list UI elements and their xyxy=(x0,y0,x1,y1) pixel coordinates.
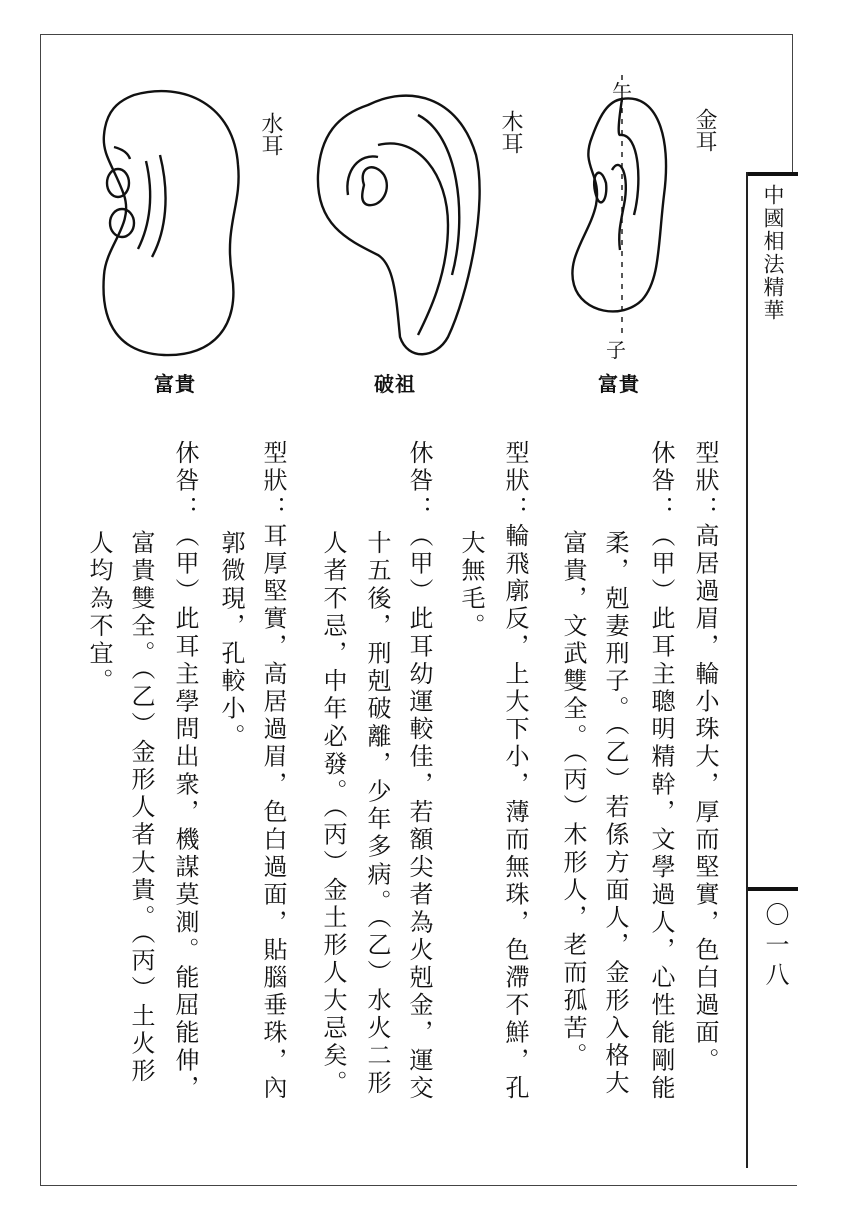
side-header xyxy=(746,172,798,1168)
text-column: 柔，剋妻刑子。（乙）若係方面人，金形入格大 xyxy=(601,530,629,1098)
text-column: 富貴雙全。（乙）金形人者大貴。（丙）土火形 xyxy=(127,530,155,1086)
page-border-right xyxy=(792,34,793,174)
text-column: 休咎：（甲）此耳主學問出衆，機謀莫測。能屈能伸， xyxy=(171,440,199,1103)
header-rule-middle xyxy=(748,887,798,891)
text-column: 型狀：耳厚堅實，高居過眉，色白過面，貼腦垂珠，內 xyxy=(259,440,287,1103)
water-ear-drawing xyxy=(94,75,254,365)
page-border-bottom xyxy=(40,1185,797,1186)
page-border-left xyxy=(40,34,41,1186)
figure-verdict: 富貴 xyxy=(598,372,640,396)
text-column: 休咎：（甲）此耳主聰明精幹，文學過人，心性能剛能 xyxy=(647,440,675,1103)
axis-label-top: 午 xyxy=(612,80,632,104)
figure-name: 金耳 xyxy=(692,108,717,152)
text-column: 富貴，文武雙全。（丙）木形人，老而孤苦。 xyxy=(559,530,587,1070)
figure-name: 木耳 xyxy=(498,110,523,154)
text-column: 大無毛。 xyxy=(457,530,485,641)
figure-verdict: 破祖 xyxy=(374,372,416,396)
text-column: 人者不忌，中年必發。（丙）金土形人大忌矣。 xyxy=(319,530,347,1098)
text-column: 休咎：（甲）此耳幼運較佳，若額尖者為火剋金，運交 xyxy=(405,440,433,1103)
text-column: 型狀：高居過眉，輪小珠大，厚而堅實，色白過面。 xyxy=(691,440,719,1075)
text-column: 郭微現，孔較小。 xyxy=(217,530,245,751)
book-title: 中國相法精華 xyxy=(761,184,785,322)
page-number: 〇一八 xyxy=(761,902,789,992)
header-rule-top xyxy=(748,172,798,176)
page-border-top xyxy=(40,34,792,35)
figure-verdict: 富貴 xyxy=(154,372,196,396)
text-column: 人均為不宜。 xyxy=(85,530,113,696)
axis-label-bottom: 子 xyxy=(606,338,626,362)
gold-ear-drawing xyxy=(560,75,690,345)
figure-name: 水耳 xyxy=(258,112,283,156)
wood-ear-drawing xyxy=(308,75,488,365)
text-column: 十五後，刑剋破離，少年多病。（乙）水火二形 xyxy=(363,530,391,1098)
text-column: 型狀：輪飛廓反，上大下小，薄而無珠，色滯不鮮，孔 xyxy=(501,440,529,1103)
